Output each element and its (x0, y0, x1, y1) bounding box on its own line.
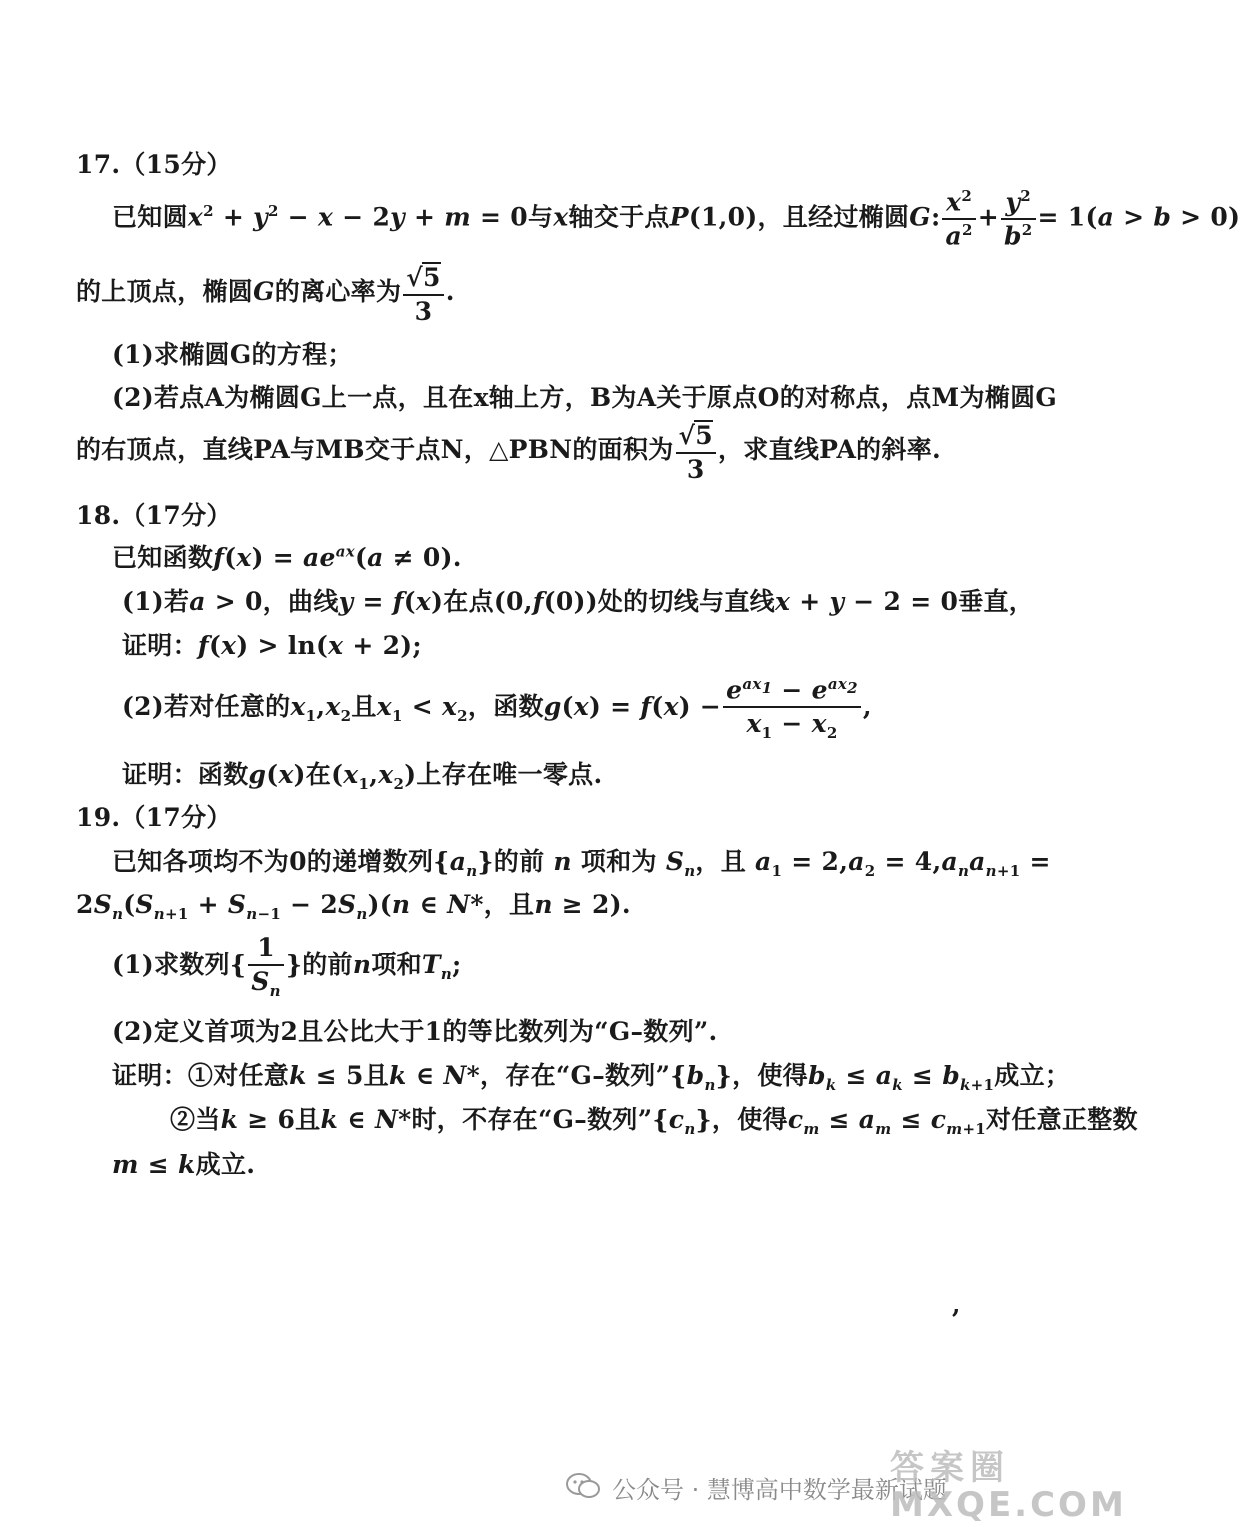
q17-part2-line2: 的右顶点，直线PA与MB交于点N，△PBN的面积为 $\frac{√5}{3}$ ，求直线PA的斜率. (76, 421, 942, 484)
q17-heading: 17.（15分） (76, 150, 232, 179)
q19-part2: (2)定义首项为2且公比大于1的等比数列为“G–数列”. (112, 1017, 718, 1046)
q19-stem-line2: $2S_n(S_{n+1} + S_{n-1} - 2S_n)(n$ ∈ N*，且n ≥ 2). (76, 890, 631, 923)
q18-prove2: 证明：函数g(x)在$(x_1,x_2)$上存在唯一零点. (122, 760, 603, 793)
q17-part1: (1)求椭圆G的方程； (112, 340, 353, 369)
q19-stem-line1: 已知各项均不为0的递增数列$\{a_n\}$的前 n 项和为 $S_n$，且 $a_1 = 2,a_2 = 4,a_na_{n+1}$ = (112, 847, 1051, 880)
q19-heading: 19.（17分） (76, 803, 232, 832)
site-watermark: 答案圈 MXQE.COM (890, 1448, 1127, 1525)
stray-mark: , (952, 1290, 961, 1319)
q17-stem-line1: 已知圆$x^2 + y^2 - x - 2y + m = 0$与x轴交于点P(1,0)，且经过椭圆G: $\frac{x^2}{a^2}$ + $\frac{y^2}{b^2}$ = 1(a > b > 0) (112, 187, 1240, 251)
q18-stem: 已知函数$f(x) = ae^{ax}(a \ne 0)$. (112, 542, 462, 572)
q17-stem-line2: 的上顶点，椭圆G的离心率为 $\frac{√5}{3}$ . (76, 263, 455, 326)
q18-part1: (1)若a > 0，曲线y = f(x)在点(0,f(0))处的切线与直线x + y − 2 = 0垂直， (122, 587, 1035, 616)
q19-prove1: 证明：①对任意k ≤ 5且k ∈ N*，存在“G–数列$”\{b_n\}$，使得$b_k \le a_k \le b_{k+1}$成立； (112, 1061, 1071, 1094)
wechat-logo-icon (565, 1472, 601, 1500)
q19-prove2-line1: ②当k ≥ 6且k ∈ N*时，不存在“G–数列$”\{c_n\}$，使得$c_m \le a_m \le c_{m+1}$对任意正整数 (170, 1105, 1138, 1138)
q18-part2: (2)若对任意的$x_1,x_2$且$x_1 < x_2$，函数g(x) = f(x) − $\frac{e^{ax_1} - e^{ax_2}}{x_1 - x_2}$ , (122, 675, 872, 742)
footer-account-name: 公众号 · 慧博高中数学最新试题 (612, 1476, 947, 1504)
q18-heading: 18.（17分） (76, 501, 232, 530)
q19-part1: (1)求数列{ $\frac{1}{S_n}$ }的前n项和$T_n$; (112, 933, 462, 1000)
q19-prove2-line2: m ≤ k成立. (112, 1150, 256, 1179)
q18-prove1: 证明：f(x) > ln(x + 2); (122, 631, 422, 660)
q17-part2-line1: (2)若点A为椭圆G上一点，且在x轴上方，B为A关于原点O的对称点，点M为椭圆G (112, 383, 1058, 412)
